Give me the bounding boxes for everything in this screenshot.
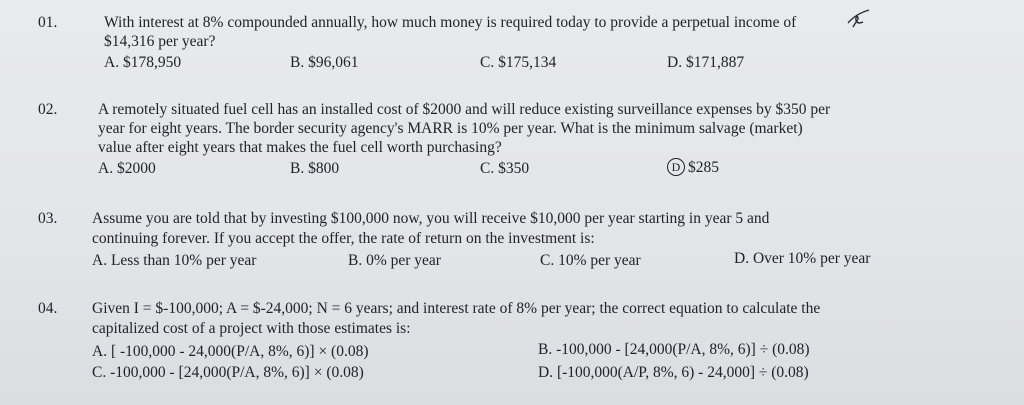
option-c[interactable]: C. 10% per year — [540, 252, 641, 269]
question-text-line-1: With interest at 8% compounded annually, how much money is required today to provide a perpetual income of — [104, 14, 797, 31]
option-a[interactable]: A. Less than 10% per year — [92, 252, 257, 269]
question-text-line-2: $14,316 per year? — [104, 33, 216, 50]
question-text-line-3: value after eight years that makes the fuel cell worth purchasing? — [98, 139, 502, 156]
option-b[interactable]: B. -100,000 - [24,000(P/A, 8%, 6)] ÷ (0.08) — [538, 341, 810, 358]
circled-answer-icon: D — [667, 158, 685, 176]
question-text-line-1: A remotely situated fuel cell has an installed cost of $2000 and will reduce existing surveillance expenses by $350 per — [98, 101, 831, 118]
option-a[interactable]: A. $178,950 — [104, 54, 182, 71]
option-a[interactable]: A. $2000 — [98, 160, 156, 177]
option-d-label: $285 — [688, 159, 719, 176]
option-b[interactable]: B. 0% per year — [348, 252, 441, 269]
option-c[interactable]: C. -100,000 - [24,000(P/A, 8%, 6)] × (0.08) — [92, 364, 364, 381]
option-d[interactable]: D. Over 10% per year — [734, 250, 871, 267]
question-number: 02. — [38, 101, 58, 118]
option-c[interactable]: C. $350 — [480, 160, 530, 177]
option-a[interactable]: A. [ -100,000 - 24,000(P/A, 8%, 6)] × (0.08) — [92, 343, 369, 360]
question-number: 01. — [38, 14, 58, 31]
question-number: 04. — [38, 300, 58, 317]
question-text-line-2: capitalized cost of a project with those estimates is: — [92, 320, 411, 337]
question-text-line-2: year for eight years. The border security agency's MARR is 10% per year. What is the minimum salvage (market) — [98, 120, 803, 137]
question-number: 03. — [38, 210, 58, 227]
question-text-line-1: Given I = $-100,000; A = $-24,000; N = 6 years; and interest rate of 8% per year; the correct equation to calculate the — [92, 300, 821, 317]
option-b[interactable]: B. $800 — [290, 160, 340, 177]
question-text-line-2: continuing forever. If you accept the offer, the rate of return on the investment is: — [92, 230, 595, 247]
question-text-line-1: Assume you are told that by investing $100,000 now, you will receive $10,000 per year starting in year 5 and — [92, 210, 770, 227]
pen-mark-icon — [845, 7, 873, 31]
option-d-selected[interactable] — [667, 158, 719, 177]
option-d[interactable]: D. $171,887 — [667, 54, 745, 71]
option-b[interactable]: B. $96,061 — [290, 54, 359, 71]
option-d[interactable]: D. [-100,000(A/P, 8%, 6) - 24,000] ÷ (0.08) — [538, 364, 809, 381]
option-c[interactable]: C. $175,134 — [480, 54, 557, 71]
